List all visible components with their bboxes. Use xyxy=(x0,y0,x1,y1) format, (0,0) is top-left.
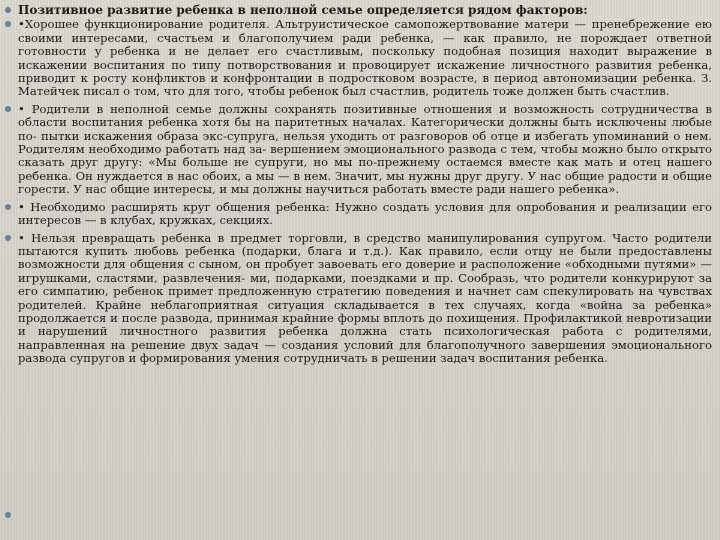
bullet-marker xyxy=(5,235,11,241)
bullet-marker xyxy=(5,106,11,112)
paragraph-3 xyxy=(18,201,712,228)
paragraph-text: •Хорошее функционирование родителя. Альтруистическое самопожертвование матери — пренебрежение ею своими интересами, счастьем и благополучием ради ребенка, — как правило, не порождает ответной готовности у ребенка и не делает его счастливым, поскольку подобная позиция находит выражение в искажении воспитания по типу потворствования и провоцирует искажение личностного развития ребенка, приводит к росту конфликтов и конфронтации в подростковом возрасте, в период автономизации ребенка. З. Матейчек писал о том, что для того, чтобы ребенок был счастлив, родитель тоже должен быть счастлив. xyxy=(18,17,712,99)
bullet-marker xyxy=(5,21,11,27)
paragraph-text: • Родители в неполной семье должны сохранять позитивные отношения и возможность сотрудничества в области воспитания ребенка хотя бы на паритетных началах. Категорически должны быть исключены любые по- пытки искажения образа экс-супруга, нельзя уходить от разговоров об отце и избегать упоминаний о нем. Родителям необходимо работать над за- вершением эмоционального развода с тем, чтобы можно было открыто сказать друг другу: «Мы больше не супруги, но мы по-прежнему остаемся вместе как мать и отец нашего ребенка. Он нуждается в нас обоих, а мы — в нем. Значит, мы нужны друг другу. У нас общие радости и общие горести. У нас общие интересы, и мы должны научиться работать вместе ради нашего ребенка». xyxy=(18,101,712,197)
slide-content xyxy=(18,4,712,370)
paragraph-4 xyxy=(18,232,712,366)
slide-title-text: Позитивное развитие ребенка в неполной семье определяется рядом факторов: xyxy=(18,3,588,17)
paragraph-text: • Нельзя превращать ребенка в предмет торговли, в средство манипулирования супругом. Часто родители пытаются купить любовь ребенка (подарки, блага и т.д.). Как правило, если отцу не были предоставлены возможности для общения с сыном, он пробует завоевать его доверие и расположение «обходными путями» — игрушками, сластями, развлечения- ми, подарками, поездками и пр. Сообразь, что родители конкурируют за его симпатию, ребенок примет предложенную стратегию поведения и начнет сам спекулировать на чувствах родителей. Крайне неблагоприятная ситуация складывается в тех случаях, когда «война за ребенка» продолжается и после развода, принимая крайние формы вплоть до похищения. Профилактикой невротизации и нарушений личностного развития ребенка должна стать психологическая работа с родителями, направленная на решение двух задач — создания условий для благополучного завершения эмоционального развода супругов и формирования умения сотрудничать в решении задач воспитания ребенка. xyxy=(18,230,712,366)
paragraph-1 xyxy=(18,18,712,98)
bullet-marker xyxy=(5,7,11,13)
bullet-marker xyxy=(5,204,11,210)
empty-bullet-marker xyxy=(5,512,11,518)
slide-title xyxy=(18,4,712,17)
paragraph-text: • Необходимо расширять круг общения ребенка: Нужно создать условия для опробования и реализации его интересов — в клубах, кружках, секциях. xyxy=(18,199,712,228)
paragraph-2 xyxy=(18,103,712,197)
